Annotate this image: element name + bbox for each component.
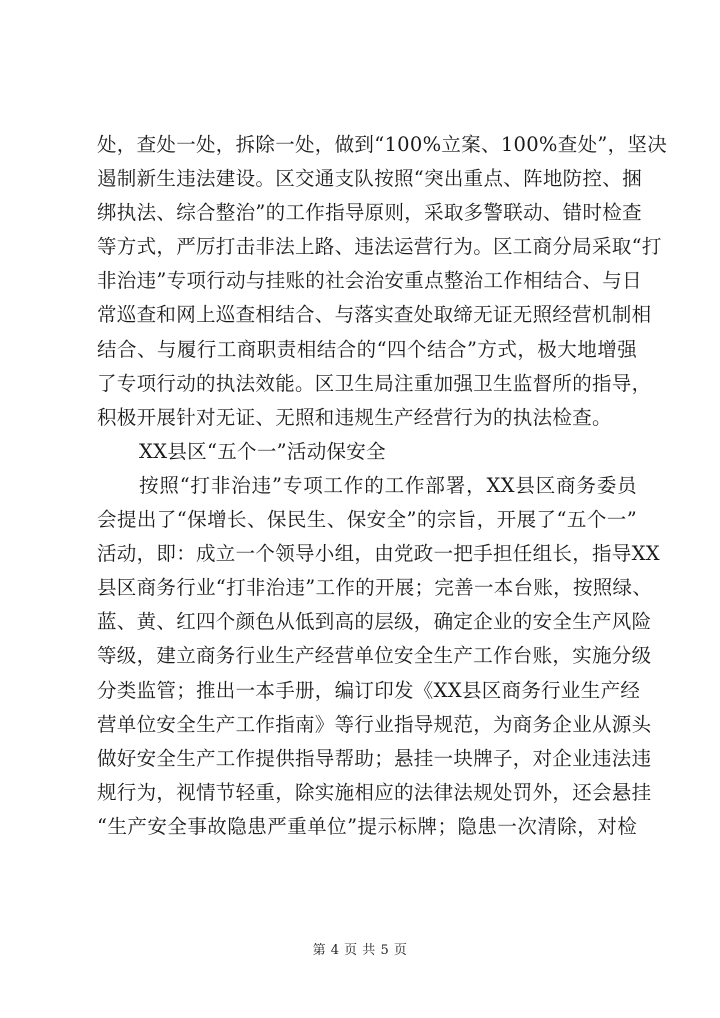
text-line: 积极开展针对无证、无照和违规生产经营行为的执法检查。 [97, 405, 612, 429]
text-line: 活动，即：成立一个领导小组，由党政一把手担任组长，指导XX [97, 542, 660, 566]
paragraph-first-line: 按照“打非治违”专项工作的工作部署，XX县区商务委员 [139, 473, 637, 497]
text-line: 等级，建立商务行业生产经营单位安全生产工作台账，实施分级 [97, 644, 652, 668]
text-line: 县区商务行业“打非治违”工作的开展；完善一本台账，按照绿、 [97, 576, 653, 600]
text-line: 遏制新生违法建设。区交通支队按照“突出重点、阵地防控、捆 [97, 167, 642, 191]
text-line: “生产安全事故隐患严重单位”提示标牌；隐患一次清除，对检 [97, 814, 637, 838]
text-line: 蓝、黄、红四个颜色从低到高的层级，确定企业的安全生产风险 [97, 610, 652, 634]
text-line: 会提出了“保增长、保民生、保安全”的宗旨，开展了“五个一” [97, 508, 637, 532]
text-line: 绑执法、综合整治”的工作指导原则，采取多警联动、错时检查 [97, 201, 642, 225]
text-line: 了专项行动的执法效能。区卫生局注重加强卫生监督所的指导， [97, 371, 652, 395]
text-line: 常巡查和网上巡查相结合、与落实查处取缔无证无照经营机制相 [97, 303, 652, 327]
page-number-footer: 第 4 页 共 5 页 [312, 943, 408, 958]
text-line: 分类监管；推出一本手册，编订印发《XX县区商务行业生产经 [97, 678, 641, 702]
text-line: 处，查处一处，拆除一处，做到“100%立案、100%查处”，坚决 [97, 133, 668, 156]
text-line: 等方式，严厉打击非法上路、违法运营行为。区工商分局采取“打 [97, 235, 662, 259]
body-text [97, 128, 668, 844]
section-heading: XX县区“五个一”活动保安全 [139, 439, 386, 463]
text-line: 非治违”专项行动与挂账的社会治安重点整治工作相结合、与日 [97, 269, 642, 293]
text-line: 做好安全生产工作提供指导帮助；悬挂一块牌子，对企业违法违 [97, 746, 652, 770]
text-line: 规行为，视情节轻重，除实施相应的法律法规处罚外，还会悬挂 [97, 780, 652, 804]
text-line: 营单位安全生产工作指南》等行业指导规范，为商务企业从源头 [97, 712, 652, 736]
text-line: 结合、与履行工商职责相结合的“四个结合”方式，极大地增强 [97, 337, 637, 361]
